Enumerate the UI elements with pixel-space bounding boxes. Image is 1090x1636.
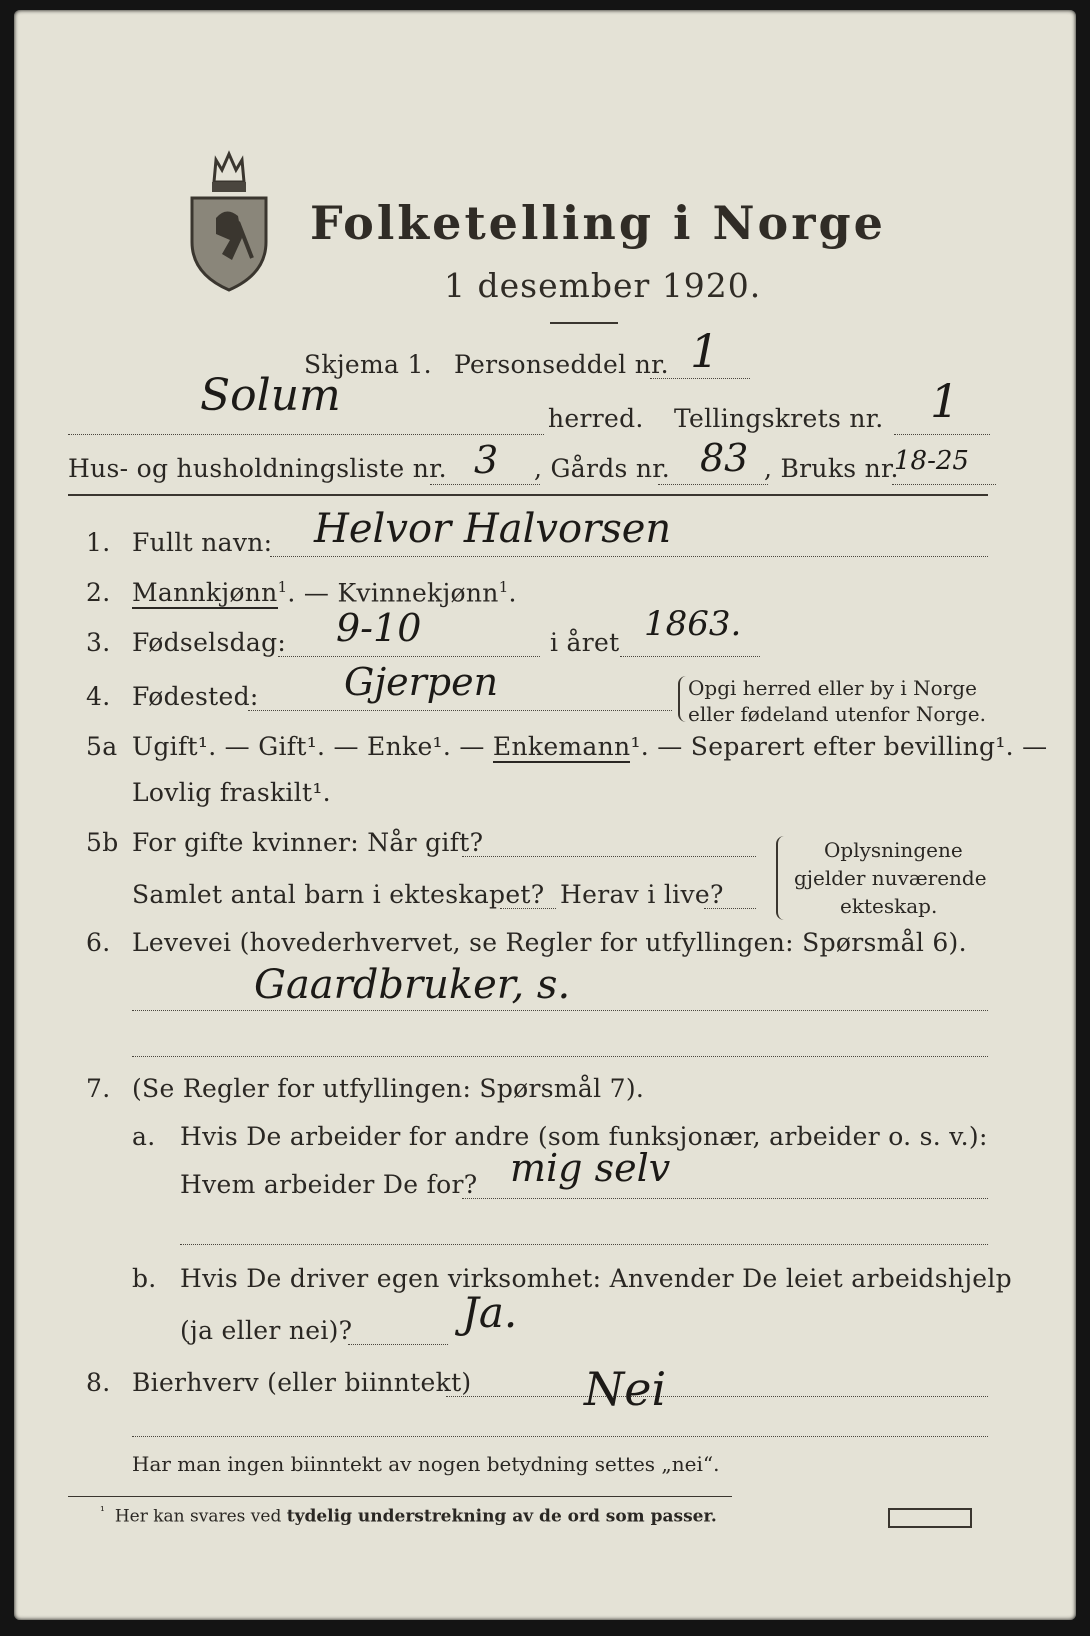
f4-number: 4. [86,682,111,711]
f5a-number: 5a [86,732,118,761]
full-name-line [270,556,988,557]
gards-label: , Gårds nr. [534,454,671,483]
sex-options: Mannkjønn$^1$. — Kvinnekjønn$^1$. [132,578,517,608]
personseddel-label: Personseddel nr. [454,350,669,379]
marital-status-line2: Lovlig fraskilt¹. [132,778,331,807]
birthplace-note-line1: Opgi herred eller by i Norge [688,676,977,700]
employer-question: Hvis De arbeider for andre (som funksjonær, arbeider o. s. v.): [180,1122,988,1151]
census-date: 1 desember 1920. [444,266,762,305]
employer-line2 [180,1244,988,1245]
f2-number: 2. [86,578,111,607]
occupation-label: Levevei (hovederhvervet, se Regler for utfyllingen: Spørsmål 6). [132,928,967,957]
birthdate-label: Fødselsdag: [132,628,287,657]
f6-number: 6. [86,928,111,957]
marriage-note-brace [776,836,786,920]
side-income-label: Bierhverv (eller biinntekt) [132,1368,472,1397]
coat-of-arms-icon [186,142,272,294]
form-title: Folketelling i Norge [310,196,886,250]
side-income-line2 [132,1436,988,1437]
sex-female-option: Kvinnekjønn [337,578,499,608]
bruks-label: , Bruks nr. [764,454,899,483]
marital-status-options: Ugift¹. — Gift¹. — Enke¹. — Enkemann¹. — Separert efter bevilling¹. — [132,732,1048,761]
printer-stamp [888,1508,972,1528]
hired-help-line [348,1344,448,1345]
occupation-line2 [132,1056,988,1057]
birthyear-label: i året [550,628,620,657]
birthyear-line [620,656,760,657]
birthplace-note-line2: eller fødeland utenfor Norge. [688,702,986,726]
tellingskrets-label: Tellingskrets nr. [674,404,884,433]
marriage-note-line2: gjelder nuværende [794,866,987,890]
birthplace-line [248,710,672,711]
sex-male-option: Mannkjønn [132,578,278,608]
hired-help-question: Hvis De driver egen virksomhet: Anvender De leiet arbeidshjelp [180,1264,1012,1293]
full-name-value: Helvor Halvorsen [314,506,672,552]
side-income-line [446,1396,988,1397]
f7a-letter: a. [132,1122,156,1151]
employer-value: mig selv [510,1146,671,1190]
f7b-letter: b. [132,1264,157,1293]
tellingskrets-value: 1 [930,374,960,428]
husholdning-label: Hus- og husholdningsliste nr. [68,454,447,483]
children-alive-line [704,908,756,909]
birthplace-note-brace [678,676,686,722]
header-rule [68,494,988,496]
side-income-value: Nei [584,1362,667,1416]
married-when-label: For gifte kvinner: Når gift? [132,828,484,857]
married-when-line [462,856,756,857]
gards-line [658,484,768,485]
footnote-rule [68,1496,732,1497]
employer-label: Hvem arbeider De for? [180,1170,478,1199]
children-total-line [500,908,556,909]
bruks-value: 18-25 [894,446,969,476]
personseddel-value: 1 [690,324,720,378]
footnote: $^{^1}$ Her kan svares ved tydelig understrekning av de ord som passer. [100,1504,717,1527]
q7-label: (Se Regler for utfyllingen: Spørsmål 7). [132,1074,645,1103]
f3-number: 3. [86,628,111,657]
no-income-note: Har man ingen biinntekt av nogen betydning settes „nei“. [132,1452,720,1476]
f8-number: 8. [86,1368,111,1397]
marriage-note-line3: ekteskap. [840,894,938,918]
birthdate-value: 9-10 [336,606,422,650]
children-total-label: Samlet antal barn i ekteskapet? [132,880,545,909]
municipality-line [68,434,544,435]
census-form-page [14,10,1076,1620]
birthplace-label: Fødested: [132,682,259,711]
municipality-value: Solum [200,370,341,421]
f1-number: 1. [86,528,111,557]
husholdning-line [430,484,540,485]
hired-help-value: Ja. [462,1288,518,1337]
schema-label: Skjema 1. [304,350,432,379]
bruks-line [892,484,996,485]
marriage-note-line1: Oplysningene [824,838,963,862]
occupation-line1 [132,1010,988,1011]
herred-label: herred. [548,404,644,433]
full-name-label: Fullt navn: [132,528,273,557]
tellingskrets-line [894,434,990,435]
occupation-value: Gaardbruker, s. [254,962,571,1008]
f7-number: 7. [86,1074,111,1103]
children-alive-label: Herav i live? [560,880,724,909]
birthyear-value: 1863. [644,604,742,644]
employer-line [462,1198,988,1199]
birthplace-value: Gjerpen [344,660,499,704]
hired-help-label: (ja eller nei)? [180,1316,353,1345]
marital-enkemann-option: Enkemann [492,732,631,761]
gards-value: 83 [700,436,749,480]
personseddel-line [650,378,750,379]
f5b-number: 5b [86,828,119,857]
birthdate-line [278,656,540,657]
title-divider [550,322,618,324]
husholdning-value: 3 [474,438,499,482]
